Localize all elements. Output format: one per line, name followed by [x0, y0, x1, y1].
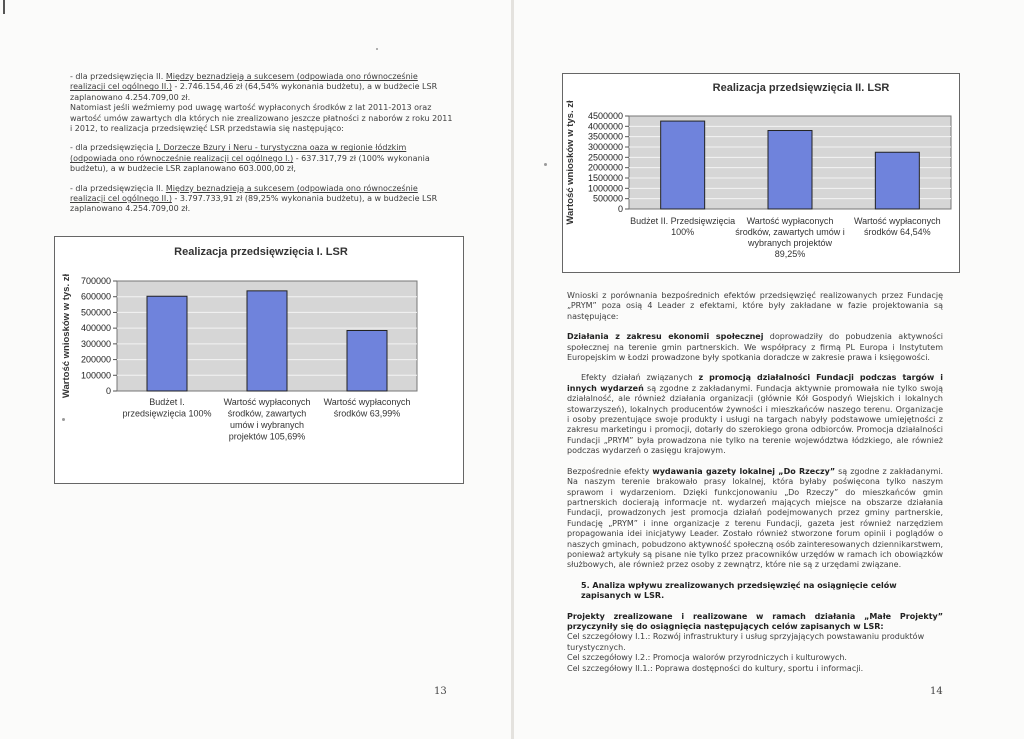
right-text-block [567, 291, 943, 674]
scan-speck [544, 163, 547, 166]
x-category-label: środków, zawartych [227, 408, 307, 419]
bar [661, 121, 705, 209]
paragraph-ekonomia [567, 332, 943, 363]
p3-pre: Bezpośrednie efekty [567, 466, 653, 476]
scan-speck [376, 48, 378, 50]
p1-bold: Działania z zakresu ekonomii społecznej [567, 332, 764, 342]
x-category-label: środków 64,54% [864, 227, 931, 237]
chart-przedsiewziecie-1 [54, 236, 464, 484]
p2-pre: Efekty działań związanych [581, 373, 699, 383]
bar [247, 291, 287, 391]
x-category-label: Wartość wypłaconych [323, 397, 411, 407]
x-category-label: projektów 105,69% [228, 431, 306, 442]
y-tick-label: 300000 [80, 338, 111, 349]
x-category-label: Budżet II. Przedsięwzięcia [630, 216, 736, 226]
y-tick-label: 3000000 [587, 142, 623, 152]
y-tick-label: 2500000 [587, 152, 623, 163]
page-number-right: 14 [930, 686, 943, 697]
y-tick-label: 600000 [80, 291, 111, 302]
chart-2-svg [563, 74, 959, 272]
p3-bold: wydawania gazety lokalnej „Do Rzeczy” [652, 466, 836, 476]
x-category-label: Budżet I. [149, 397, 185, 407]
para1-post: - 2.746.154,46 zł (64,54% wykonania budżetu), a w budżecie LSR zaplanowano 4.254.709,00 zł. [70, 82, 438, 102]
x-category-label: Wartość wypłaconych [223, 397, 311, 407]
bar [347, 331, 387, 392]
chart-przedsiewziecie-2 [562, 73, 960, 273]
y-tick-label: 0 [617, 204, 623, 214]
y-tick-label: 1000000 [587, 183, 623, 194]
section-heading-5: 5. Analiza wpływu zrealizowanych przedsięwzięć na osiągnięcie celów zapisanych w LSR. [581, 580, 897, 601]
x-category-label: 100% [671, 227, 695, 237]
para1-pre: - dla przedsięwzięcia II. [70, 72, 166, 81]
p2-bold: z promocją działalności Fundacji podczas targów i innych wydarzeń [567, 373, 943, 393]
goal-3: Cel szczegółowy II.1.: Poprawa dostępności do kultury, sportu i informacji. [567, 663, 864, 673]
bar [875, 152, 919, 209]
para4-link[interactable]: Między beznadzieją a sukcesem (odpowiada ono równocześnie realizacji cel ogólnego II.) [70, 183, 418, 204]
para3-post: - 637.317,79 zł (100% wykonania budżetu), a w budżecie LSR zaplanowano 603.000,00 zł, [70, 153, 430, 174]
paragraph-4 [70, 184, 454, 215]
left-text-block [70, 72, 454, 215]
x-category-label: wybranych projektów [747, 238, 833, 248]
bar [768, 131, 812, 209]
y-axis-label: Wartość wniosków w tys. zł [61, 273, 72, 399]
x-category-label: 89,25% [774, 249, 806, 259]
y-tick-label: 400000 [80, 323, 111, 334]
chart-1-svg [55, 237, 463, 483]
paragraph-gazeta [567, 467, 943, 571]
page-number-left: 13 [434, 686, 447, 697]
chart-title: Realizacja przedsięwzięcia II. LSR [712, 82, 890, 94]
para3-pre: - dla przedsięwzięcia [70, 143, 157, 153]
para4-pre: - dla przedsięwzięcia II. [70, 183, 166, 193]
p1-rest: doprowadziły do pobudzenia aktywności społecznej na terenie gmin partnerskich. We współpracy z firmą PL Europa i Instytutem Europejskim w Łodzi prowadzone były spotkania doradcze w zakresie prawa i księgowości. [567, 332, 943, 363]
x-category-label: środków 63,99% [333, 408, 401, 419]
y-tick-label: 4000000 [587, 121, 623, 132]
y-axis-label: Wartość wniosków w tys. zł [565, 100, 576, 225]
y-tick-label: 500000 [592, 193, 623, 204]
y-tick-label: 700000 [80, 276, 111, 286]
x-category-label: umów i wybranych [229, 420, 305, 430]
goal-1: Cel szczegółowy I.1.: Rozwój infrastruktury i usług sprzyjających powstawaniu produktów turystycznych. [567, 632, 925, 652]
y-tick-label: 1500000 [587, 173, 623, 183]
y-tick-label: 100000 [80, 370, 111, 381]
para4-post: - 3.797.733,91 zł (89,25% wykonania budżetu), a w budżecie LSR zaplanowano 4.254.709,00 zł. [70, 194, 438, 214]
y-tick-label: 2000000 [587, 162, 623, 173]
y-tick-label: 0 [105, 386, 111, 396]
y-tick-label: 4500000 [587, 111, 623, 121]
chart-title: Realizacja przedsięwzięcia I. LSR [174, 246, 348, 258]
x-category-label: Wartość wypłaconych [746, 216, 834, 226]
scan-speck [62, 418, 65, 421]
scan-speck [3, 0, 5, 14]
p2-rest: są zgodne z zakładanymi. Fundacja aktywnie promowała nie tylko swoją działalność, ale również działania organizacji (głównie Kół Gospodyń Wiejskich i lokalnych stowarzyszeń), lokalnych producentów żywności i mieszkańców naszego terenu. Organizacje i osoby prezentujące swoje produkty i usługi na targach nabyły podstawowe umiejętności z zakresu marketingu i promocji, dotarły do szerokiego grona odbiorców. Promocja działalności Fundacji „PRYM” była prowadzona nie tylko na terenie województwa łódzkiego, ale również podczas wydarzeń o zasięgu krajowym. [567, 383, 943, 456]
paragraph-1 [70, 72, 454, 103]
x-category-label: przedsięwzięcia 100% [122, 408, 212, 419]
y-tick-label: 3500000 [587, 131, 623, 142]
para3-link[interactable]: I. Dorzecze Bzury i Neru - turystyczna oaza w regionie łódzkim (odpowiada ono równocześnie realizacji cel ogólnego I.) [70, 143, 407, 163]
x-category-label: Wartość wypłaconych [853, 216, 941, 226]
y-tick-label: 200000 [80, 354, 111, 365]
paragraph-targi [567, 373, 943, 456]
p3-rest: są zgodne z zakładanymi. Na naszym terenie brakowało prasy lokalnej, która byłaby poświęcona tylko naszym sprawom i wydarzeniom. Dzięki funkcjonowaniu „Do Rzeczy” do mieszkańców gmin partnerskich docierają informacje nt. wydarzeń mających miejsce na obszarze działania Fundacji, prowadzonych jest promocja działań podejmowanych przez gminy partnerskie, Fundację „PRYM” i inne organizacje z terenu Fundacji, gazeta jest również narzędziem propagowania idei inicjatywy Leader. Zostało również stworzone forum opinii i poglądów o naszych gminach, pobudzono aktywność społeczną osób zainteresowanych dziennikarstwem, ponieważ artykuły są pisane nie tylko przez pracowników urzędów w ramach ich obowiązków służbowych, ale również przez osoby z zewnątrz, które nie są z urzędami związane. [567, 466, 943, 570]
goal-2: Cel szczegółowy I.2.: Promocja walorów przyrodniczych i kulturowych. [567, 653, 847, 663]
paragraph-2: Natomiast jeśli weźmiemy pod uwagę wartość wypłaconych środków z lat 2011-2013 oraz wartość umów zawartych dla których nie zrealizowano jeszcze płatności z naborów z roku 2011 i 2012, to realizacja przedsięwzięć LSR przedstawia się następująco: [70, 103, 453, 134]
para1-link[interactable]: Między beznadzieją a sukcesem (odpowiada ono równocześnie realizacji cel ogólnego II.) [70, 72, 418, 92]
paragraph-3 [70, 143, 454, 174]
x-category-label: środków, zawartych umów i [735, 227, 845, 237]
y-tick-label: 500000 [80, 307, 111, 318]
bar [147, 296, 187, 391]
projects-statement: Projekty zrealizowane i realizowane w ramach działania „Małe Projekty” przyczyniły się do osiągnięcia następujących celów zapisanych w LSR: [567, 611, 943, 631]
intro-paragraph: Wnioski z porównania bezpośrednich efektów przedsięwzięć realizowanych przez Fundację „PRYM” poza osią 4 Leader z efektami, które były zakładane w fazie projektowania są następujące: [567, 291, 943, 321]
